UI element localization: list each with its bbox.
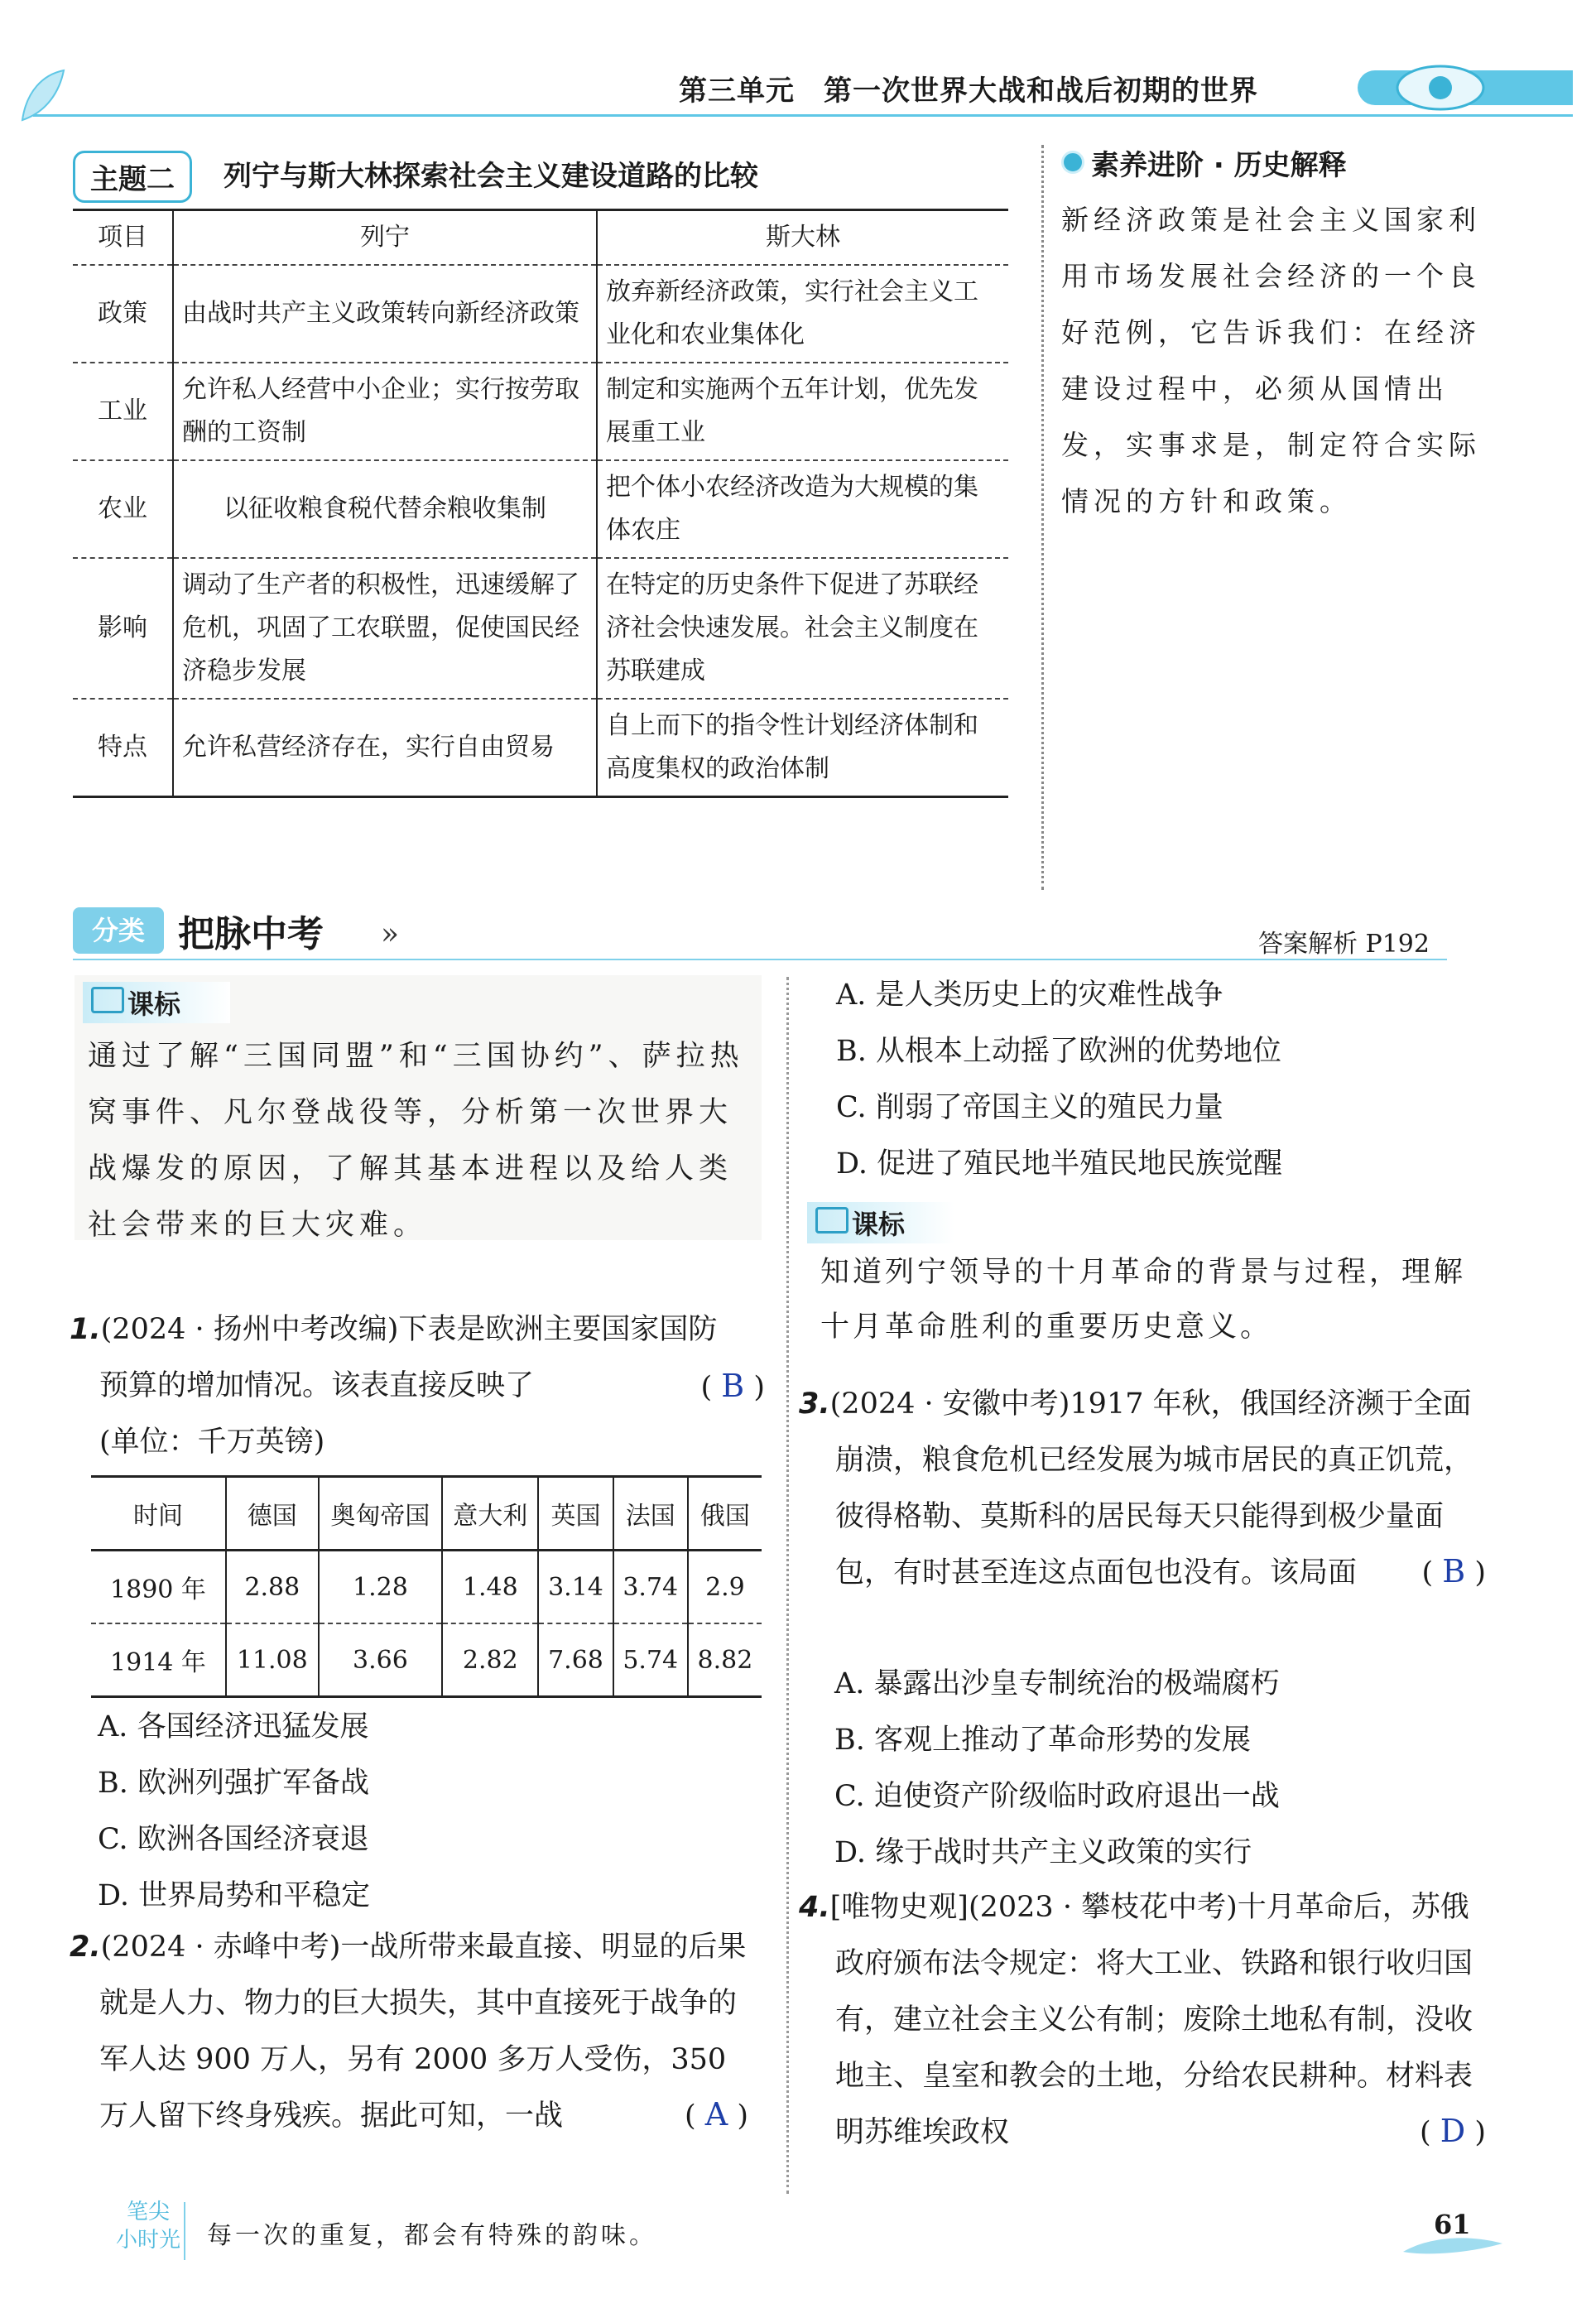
answer-letter: B: [721, 1368, 745, 1404]
curriculum-text: 通过了解“三国同盟”和“三国协约”、萨拉热窝事件、凡尔登战役等，分析第一次世界大战爆发的原因，了解其基本进程以及给人类社会带来的巨大灾难。: [88, 1040, 744, 1242]
curriculum-label: 课标: [83, 982, 230, 1023]
row-label: 特点: [73, 699, 173, 797]
table-row: [91, 1551, 762, 1624]
table-unit: (单位：千万英镑): [99, 1426, 325, 1459]
table-header-cell: 英国: [538, 1477, 613, 1551]
theme-title: 列宁与斯大林探索社会主义建设道路的比较: [224, 160, 758, 193]
knowledge-box: [807, 1199, 1494, 1356]
table-row: [73, 558, 1008, 699]
bullet-icon: [1061, 151, 1084, 174]
option-c[interactable]: C. 迫使资产阶级临时政府退出一战: [834, 1780, 1280, 1813]
curriculum-text: 知道列宁领导的十月革命的背景与过程，理解十月革命胜利的重要历史意义。: [820, 1256, 1467, 1344]
footer-divider: [184, 2202, 185, 2260]
question-number: 2.: [70, 1931, 101, 1964]
question-stem: (2024 · 安徽中考)1917 年秋，俄国经济濒于全面崩溃，粮食危机已经发展为城市居民的真正饥荒，彼得格勒、莫斯科的居民每天只能得到极少量面包，有时甚至连这点面包也没有。该局面: [829, 1387, 1473, 1589]
stalin-cell: 在特定的历史条件下促进了苏联经济社会快速发展。社会主义制度在苏联建成: [597, 558, 1008, 699]
table-header-row: [73, 210, 1008, 266]
comparison-table: [73, 209, 1008, 798]
table-header-cell: 斯大林: [597, 210, 1008, 266]
question-3: [799, 1376, 1486, 1601]
unit-title: 第三单元 第一次世界大战和战后初期的世界: [679, 75, 1258, 108]
table-cell: 2.82: [442, 1623, 538, 1697]
table-header-cell: 法国: [613, 1477, 688, 1551]
question-number: 1.: [70, 1313, 101, 1346]
footer-quote: 每一次的重复，都会有特殊的韵味。: [207, 2221, 657, 2250]
question-1-options: [98, 1699, 370, 1924]
table-row: [73, 699, 1008, 797]
table-row: [73, 460, 1008, 558]
answer-letter: B: [1442, 1553, 1466, 1589]
section-badge: 分类: [73, 907, 164, 954]
footer-logo: [116, 2198, 180, 2254]
question-3-options: [834, 1656, 1280, 1881]
section-title: 把脉中考: [178, 913, 324, 955]
stalin-cell: 把个体小农经济改造为大规模的集体农庄: [597, 460, 1008, 558]
table-header-cell: 列宁: [173, 210, 597, 266]
table-cell: 1890 年: [91, 1551, 226, 1624]
page-number: 61: [1434, 2209, 1471, 2240]
option-c[interactable]: C. 削弱了帝国主义的殖民力量: [836, 1091, 1223, 1124]
stalin-cell: 制定和实施两个五年计划，优先发展重工业: [597, 363, 1008, 460]
table-header-cell: 意大利: [442, 1477, 538, 1551]
answer-letter: A: [704, 2096, 728, 2133]
lenin-cell: 调动了生产者的积极性，迅速缓解了危机，巩固了工农联盟，促使国民经济稳步发展: [173, 558, 597, 699]
book-icon: [91, 987, 124, 1013]
lenin-cell: 以征收粮食税代替余粮收集制: [173, 460, 597, 558]
question-1: [70, 1301, 765, 1470]
question-2-options: [836, 967, 1282, 1192]
table-header-cell: 项目: [73, 210, 173, 266]
stalin-cell: 放弃新经济政策，实行社会主义工业化和农业集体化: [597, 265, 1008, 363]
table-cell: 1.28: [319, 1551, 443, 1624]
question-stem: (2024 · 扬州中考改编)下表是欧洲主要国家国防: [100, 1313, 718, 1346]
logo-line: 笔尖: [127, 2200, 171, 2224]
table-row: [91, 1623, 762, 1697]
option-d[interactable]: D. 缘于战时共产主义政策的实行: [834, 1836, 1252, 1869]
table-cell: 1.48: [442, 1551, 538, 1624]
table-cell: 3.66: [319, 1623, 443, 1697]
row-label: 政策: [73, 265, 173, 363]
header-rule: [33, 114, 1573, 117]
row-label: 农业: [73, 460, 173, 558]
table-cell: 3.14: [538, 1551, 613, 1624]
question-stem: [唯物史观](2023 · 攀枝花中考)十月革命后，苏俄政府颁布法令规定：将大工业、铁路和银行收归国有，建立社会主义公有制；废除土地私有制，没收地主、皇室和教会的土地，分给农民耕种。材料表明苏维埃政权: [829, 1891, 1473, 2149]
lenin-cell: 由战时共产主义政策转向新经济政策: [173, 265, 597, 363]
stalin-cell: 自上而下的指令性计划经济体制和高度集权的政治体制: [597, 699, 1008, 797]
budget-table: [91, 1475, 762, 1698]
answer-bracket: ( B ): [700, 1368, 765, 1404]
sidebar-divider: [1041, 145, 1044, 890]
table-cell: 1914 年: [91, 1623, 226, 1697]
lenin-cell: 允许私人经营中小企业；实行按劳取酬的工资制: [173, 363, 597, 460]
table-cell: 11.08: [226, 1623, 319, 1697]
option-a[interactable]: A. 各国经济迅猛发展: [98, 1710, 369, 1743]
option-d[interactable]: D. 世界局势和平稳定: [98, 1879, 371, 1912]
curriculum-label: 课标: [807, 1202, 954, 1243]
answer-bracket: ( D ): [1419, 2113, 1486, 2149]
lenin-cell: 允许私营经济存在，实行自由贸易: [173, 699, 597, 797]
theme-label: 主题二: [73, 151, 192, 203]
option-d[interactable]: D. 促进了殖民地半殖民地民族觉醒: [836, 1147, 1283, 1181]
option-b[interactable]: B. 欧洲列强扩军备战: [98, 1767, 369, 1800]
option-c[interactable]: C. 欧洲各国经济衰退: [98, 1823, 369, 1856]
row-label: 工业: [73, 363, 173, 460]
table-cell: 8.82: [688, 1623, 762, 1697]
question-stem: (2024 · 赤峰中考)一战所带来最直接、明显的后果就是人力、物力的巨大损失，其中直接死于战争的军人达 900 万人，另有 2000 多万人受伤，350 万人留下终身残疾。据此可知，一战: [99, 1931, 747, 2133]
column-divider: [786, 977, 789, 2194]
knowledge-box: [75, 975, 762, 1240]
option-a[interactable]: A. 是人类历史上的灾难性战争: [836, 979, 1223, 1012]
book-icon: [815, 1207, 848, 1234]
option-b[interactable]: B. 客观上推动了革命形势的发展: [834, 1724, 1251, 1757]
double-arrow-icon: »: [381, 917, 400, 951]
eye-logo-icon: [1391, 61, 1490, 118]
question-2: [70, 1919, 748, 2144]
logo-line: 小时光: [116, 2228, 181, 2253]
section-rule: [73, 959, 1447, 960]
option-b[interactable]: B. 从根本上动摇了欧洲的优势地位: [836, 1035, 1281, 1068]
table-header-cell: 奥匈帝国: [319, 1477, 443, 1551]
table-cell: 5.74: [613, 1623, 688, 1697]
question-number: 4.: [799, 1891, 830, 1924]
question-stem: 预算的增加情况。该表直接反映了: [99, 1369, 535, 1402]
option-a[interactable]: A. 暴露出沙皇专制统治的极端腐朽: [834, 1667, 1280, 1700]
question-4: [799, 1879, 1486, 2161]
table-cell: 3.74: [613, 1551, 688, 1624]
table-header-cell: 时间: [91, 1477, 226, 1551]
sidebar-title: 素养进阶 · 历史解释: [1091, 149, 1347, 182]
answer-bracket: ( A ): [684, 2096, 748, 2133]
table-row: [73, 265, 1008, 363]
leaf-icon: [18, 66, 68, 127]
answer-reference: 答案解析 P192: [1258, 930, 1430, 959]
sidebar-text: 新经济政策是社会主义国家利用市场发展社会经济的一个良好范例，它告诉我们：在经济建设过程中，必须从国情出发，实事求是，制定符合实际情况的方针和政策。: [1061, 204, 1481, 517]
answer-bracket: ( B ): [1421, 1553, 1486, 1589]
table-row: [73, 363, 1008, 460]
row-label: 影响: [73, 558, 173, 699]
table-cell: 7.68: [538, 1623, 613, 1697]
table-header-cell: 德国: [226, 1477, 319, 1551]
table-cell: 2.88: [226, 1551, 319, 1624]
answer-letter: D: [1440, 2113, 1466, 2149]
question-number: 3.: [799, 1387, 830, 1421]
table-cell: 2.9: [688, 1551, 762, 1624]
table-header-cell: 俄国: [688, 1477, 762, 1551]
